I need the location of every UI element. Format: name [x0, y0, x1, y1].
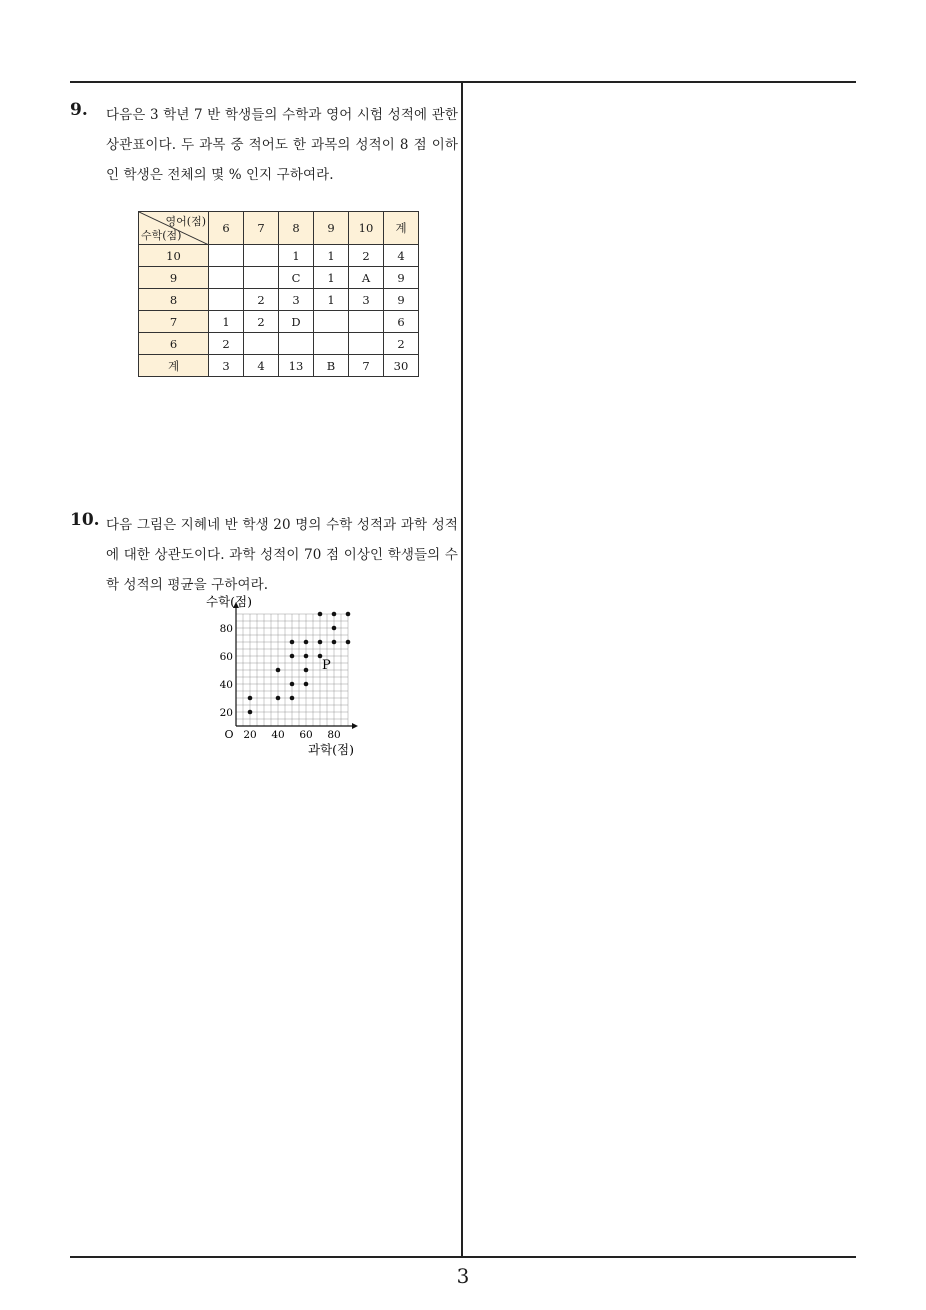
scatter-plot: [196, 590, 366, 760]
table-cell: 9: [384, 289, 419, 311]
column-header: 8: [279, 212, 314, 245]
table-row: [139, 333, 419, 355]
problem-9-text: 다음은 3 학년 7 반 학생들의 수학과 영어 시험 성적에 관한 상관표이다. 두 과목 중 적어도 한 과목의 성적이 8 점 이하인 학생은 전체의 몇 % 인지 구하여라.: [106, 107, 458, 183]
table-cell: [244, 333, 279, 355]
table-cell: 3: [349, 289, 384, 311]
table-cell: 2: [244, 289, 279, 311]
data-point: [318, 640, 323, 645]
origin-label: O: [224, 728, 234, 741]
x-axis-arrow: [352, 723, 358, 729]
page-number: 3: [456, 1264, 470, 1288]
table-cell: 1: [314, 245, 349, 267]
data-point: [304, 668, 309, 673]
table-cell: C: [279, 267, 314, 289]
table-cell: 1: [209, 311, 244, 333]
column-divider: [461, 82, 463, 1258]
data-point: [248, 710, 253, 715]
problem-9: [70, 100, 458, 190]
data-point: [318, 612, 323, 617]
table-header-row: [139, 212, 419, 245]
data-point: [276, 696, 281, 701]
point-p-label: P: [322, 658, 331, 673]
table-cell: [209, 245, 244, 267]
table-cell: [349, 311, 384, 333]
table-cell: 6: [384, 311, 419, 333]
data-point: [332, 640, 337, 645]
corner-math-label: 수학(점): [141, 229, 182, 242]
data-point: [290, 682, 295, 687]
table-cell: 13: [279, 355, 314, 377]
x-tick-label: 60: [299, 729, 313, 741]
table-cell: D: [279, 311, 314, 333]
table-row: [139, 289, 419, 311]
table-row: [139, 267, 419, 289]
column-header: 7: [244, 212, 279, 245]
data-point: [304, 682, 309, 687]
data-point: [248, 696, 253, 701]
problem-10-text: 다음 그림은 지혜네 반 학생 20 명의 수학 성적과 과학 성적에 대한 상관도이다. 과학 성적이 70 점 이상인 학생들의 수학 성적의 평균을 구하여라.: [106, 517, 458, 593]
x-tick-label: 80: [327, 729, 341, 741]
column-header: 10: [349, 212, 384, 245]
data-point: [332, 612, 337, 617]
table-cell: 1: [314, 267, 349, 289]
table-total-row: [139, 355, 419, 377]
correlation-table: [138, 211, 419, 377]
data-point: [290, 696, 295, 701]
data-point: [304, 654, 309, 659]
top-rule: [70, 81, 856, 83]
y-tick-label: 20: [219, 707, 233, 719]
data-point: [332, 626, 337, 631]
table-cell: [209, 289, 244, 311]
row-header: 계: [139, 355, 209, 377]
problem-10: [70, 510, 458, 600]
table-cell: 2: [209, 333, 244, 355]
data-point: [276, 668, 281, 673]
data-point: [304, 640, 309, 645]
data-point: [290, 640, 295, 645]
x-tick-label: 40: [271, 729, 285, 741]
grid-lines: [236, 614, 348, 726]
table-cell: [244, 245, 279, 267]
table-cell: 2: [384, 333, 419, 355]
row-header: 6: [139, 333, 209, 355]
y-tick-label: 60: [219, 651, 233, 663]
x-tick-label: 20: [243, 729, 257, 741]
column-header: 6: [209, 212, 244, 245]
data-point: [346, 612, 351, 617]
table-cell: 1: [314, 289, 349, 311]
table-cell: 30: [384, 355, 419, 377]
table-corner-cell: [139, 212, 209, 245]
row-header: 8: [139, 289, 209, 311]
table-cell: A: [349, 267, 384, 289]
table-cell: 2: [244, 311, 279, 333]
column-header: 9: [314, 212, 349, 245]
y-tick-label: 80: [219, 623, 233, 635]
table-cell: 4: [244, 355, 279, 377]
row-header: 10: [139, 245, 209, 267]
problem-10-number: 10.: [70, 510, 100, 530]
data-point: [346, 640, 351, 645]
column-header: 계: [384, 212, 419, 245]
table-cell: [314, 311, 349, 333]
table-cell: [314, 333, 349, 355]
row-header: 7: [139, 311, 209, 333]
table-cell: 3: [279, 289, 314, 311]
table-cell: B: [314, 355, 349, 377]
corner-english-label: 영어(점): [165, 215, 206, 228]
table-cell: [349, 333, 384, 355]
table-cell: 9: [384, 267, 419, 289]
table-row: [139, 245, 419, 267]
x-axis-label: 과학(점): [308, 742, 354, 757]
row-header: 9: [139, 267, 209, 289]
table-cell: 3: [209, 355, 244, 377]
table-cell: [279, 333, 314, 355]
bottom-rule: [70, 1256, 856, 1258]
table-cell: 1: [279, 245, 314, 267]
table-cell: [209, 267, 244, 289]
table-cell: [244, 267, 279, 289]
problem-9-number: 9.: [70, 100, 88, 120]
y-axis-label: 수학(점): [206, 594, 252, 609]
data-point: [290, 654, 295, 659]
y-tick-label: 40: [219, 679, 233, 691]
table-cell: 7: [349, 355, 384, 377]
table-row: [139, 311, 419, 333]
table-cell: 2: [349, 245, 384, 267]
table-cell: 4: [384, 245, 419, 267]
